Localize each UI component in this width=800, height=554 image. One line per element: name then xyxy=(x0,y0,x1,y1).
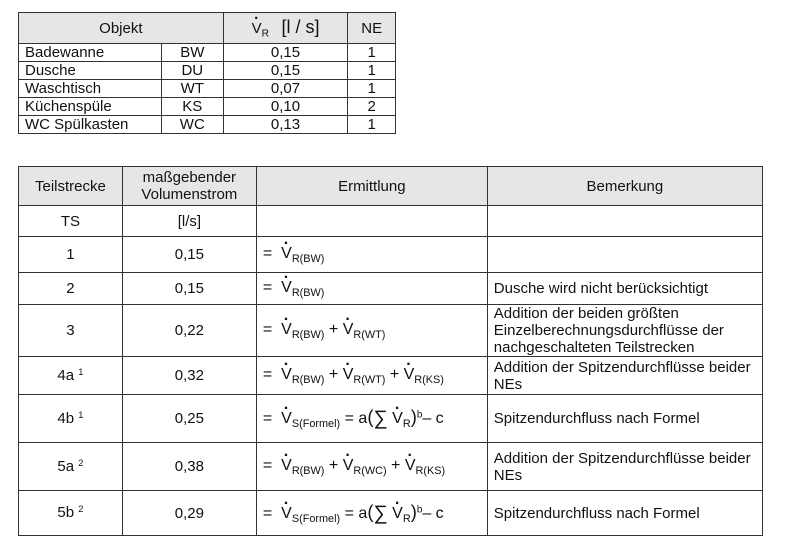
exponent-b: b xyxy=(416,504,423,516)
header-bemerkung: Bemerkung xyxy=(487,167,762,206)
fixture-name: Badewanne xyxy=(19,44,162,62)
fixture-abbr: WC xyxy=(161,116,223,134)
segment-flow-value: 0,29 xyxy=(122,491,256,536)
plus-sign: + xyxy=(328,320,339,338)
segment-formula xyxy=(256,395,487,443)
flow-symbol: · V xyxy=(405,457,416,475)
segment-flow-value: 0,32 xyxy=(122,357,256,395)
fixture-name: Küchenspüle xyxy=(19,98,162,116)
fixture-name: WC Spülkasten xyxy=(19,116,162,134)
flow-subscript: R(WT) xyxy=(353,328,386,341)
fixture-name: Dusche xyxy=(19,62,162,80)
segment-formula xyxy=(256,273,487,305)
equals-sign: = xyxy=(262,504,273,522)
segment-note: Spitzendurchfluss nach Formel xyxy=(487,491,762,536)
segment-note: Addition der Spitzendurchflüsse beider NEs xyxy=(487,443,762,491)
header-volumenstrom-line1: maßgebender xyxy=(142,169,237,186)
flow-symbol: · V xyxy=(281,245,292,263)
segment-id-label: 4a xyxy=(57,367,75,385)
header-teilstrecke: Teilstrecke xyxy=(19,167,123,206)
paren-close: ) xyxy=(410,406,417,428)
segment-rows xyxy=(19,237,763,536)
segment-formula xyxy=(256,357,487,395)
flow-subscript: R xyxy=(402,418,411,430)
segment-id xyxy=(19,395,123,443)
equals-sign: = xyxy=(262,365,273,383)
flow-subscript: R(BW) xyxy=(291,373,325,386)
plus-sign: + xyxy=(391,456,401,474)
segment-table xyxy=(18,166,763,536)
equals-sign: = xyxy=(262,410,273,428)
segment-note: Addition der Spitzendurchflüsse beider NEs xyxy=(487,357,762,395)
segment-note xyxy=(487,237,762,273)
segment-row xyxy=(19,491,763,536)
fixture-row xyxy=(19,62,396,80)
exponent-b: b xyxy=(416,409,423,421)
vr-unit: [l / s] xyxy=(281,16,320,37)
paren-open: ( xyxy=(367,500,374,522)
segment-id xyxy=(19,443,123,491)
segment-id-label: 5b xyxy=(57,504,75,522)
segment-row xyxy=(19,273,763,305)
coef-c: c xyxy=(435,504,444,522)
paren-open: ( xyxy=(367,406,374,428)
segment-formula xyxy=(256,443,487,491)
flow-subscript: S(Formel) xyxy=(291,512,341,525)
vr-subscript: R xyxy=(261,28,269,40)
flow-symbol: · V xyxy=(392,505,403,523)
header-ermittlung: Ermittlung xyxy=(256,167,487,206)
equals-sign: = xyxy=(262,320,273,338)
segment-id-label: 1 xyxy=(66,246,75,263)
segment-id-label: 3 xyxy=(66,322,75,339)
header-volumenstrom-line2: Volumenstrom xyxy=(141,186,238,203)
segment-flow-value: 0,15 xyxy=(122,237,256,273)
segment-note: Dusche wird nicht berücksichtigt xyxy=(487,273,762,305)
segment-id-label: 4b xyxy=(57,410,75,428)
header-ne: NE xyxy=(348,13,396,44)
flow-symbol: · V xyxy=(281,321,292,339)
unit-ts: TS xyxy=(19,206,123,237)
unit-empty xyxy=(256,206,487,237)
fixture-table-header xyxy=(19,13,396,44)
fixture-ne: 1 xyxy=(348,44,396,62)
flow-symbol: · V xyxy=(281,457,292,475)
segment-note: Addition der beiden größten Einzelberechnungsdurchflüsse der nachgeschalteten Teilstrecken xyxy=(487,305,762,357)
equals-sign: = xyxy=(262,456,273,474)
segment-formula xyxy=(256,305,487,357)
segment-id-label: 2 xyxy=(66,280,75,297)
header-volumenstrom xyxy=(122,167,256,206)
equals-sign: = xyxy=(262,244,273,262)
fixture-row xyxy=(19,44,396,62)
fixture-table xyxy=(18,12,396,134)
coef-a: a xyxy=(358,410,368,428)
flow-symbol: · V xyxy=(281,366,292,384)
segment-row xyxy=(19,357,763,395)
segment-table-header xyxy=(19,167,763,206)
segment-footnote: 2 xyxy=(78,504,84,515)
plus-sign: + xyxy=(328,365,339,383)
fixture-abbr: DU xyxy=(161,62,223,80)
segment-id xyxy=(19,491,123,536)
equals-sign: = xyxy=(344,410,354,428)
coef-c: c xyxy=(435,410,444,428)
unit-empty xyxy=(487,206,762,237)
segment-flow-value: 0,25 xyxy=(122,395,256,443)
fixture-vr: 0,15 xyxy=(223,44,348,62)
flow-symbol: · V xyxy=(404,366,415,384)
segment-flow-value: 0,38 xyxy=(122,443,256,491)
segment-footnote: 1 xyxy=(78,366,84,377)
flow-symbol: · V xyxy=(281,505,292,523)
equals-sign: = xyxy=(344,504,354,522)
segment-id xyxy=(19,237,123,273)
segment-row xyxy=(19,237,763,273)
flow-subscript: S(Formel) xyxy=(291,418,341,430)
flow-symbol: · V xyxy=(281,279,292,297)
fixture-vr: 0,13 xyxy=(223,116,348,134)
segment-formula xyxy=(256,491,487,536)
fixture-vr: 0,15 xyxy=(223,62,348,80)
fixture-ne: 1 xyxy=(348,116,396,134)
equals-sign: = xyxy=(262,278,273,296)
flow-subscript: R(WT) xyxy=(353,373,386,386)
fixture-vr: 0,07 xyxy=(223,80,348,98)
flow-subscript: R(BW) xyxy=(291,286,325,299)
sum-icon: ∑ xyxy=(373,407,388,430)
segment-note: Spitzendurchfluss nach Formel xyxy=(487,395,762,443)
segment-row xyxy=(19,395,763,443)
flow-subscript: R(BW) xyxy=(291,464,325,477)
segment-row xyxy=(19,443,763,491)
fixture-row xyxy=(19,116,396,134)
segment-id xyxy=(19,305,123,357)
fixture-abbr: BW xyxy=(161,44,223,62)
fixture-row xyxy=(19,98,396,116)
flow-subscript: R(BW) xyxy=(291,328,325,341)
minus-sign: – xyxy=(422,410,436,428)
unit-value: [l/s] xyxy=(122,206,256,237)
segment-footnote: 1 xyxy=(78,409,84,420)
fixture-ne: 2 xyxy=(348,98,396,116)
segment-formula xyxy=(256,237,487,273)
header-objekt: Objekt xyxy=(19,13,224,44)
coef-a: a xyxy=(358,504,368,522)
unit-row xyxy=(19,206,763,237)
segment-row xyxy=(19,305,763,357)
vr-symbol: · V xyxy=(252,20,262,37)
fixture-ne: 1 xyxy=(348,80,396,98)
segment-id-label: 5a xyxy=(57,458,75,476)
plus-sign: + xyxy=(328,456,339,474)
sum-icon: ∑ xyxy=(373,502,388,525)
minus-sign: – xyxy=(422,504,436,522)
fixture-row xyxy=(19,80,396,98)
paren-close: ) xyxy=(410,500,417,522)
flow-symbol: · V xyxy=(392,410,403,428)
segment-footnote: 2 xyxy=(78,457,84,468)
fixture-abbr: WT xyxy=(161,80,223,98)
flow-subscript: R(KS) xyxy=(415,464,446,477)
header-vr xyxy=(223,13,348,44)
segment-flow-value: 0,15 xyxy=(122,273,256,305)
segment-id xyxy=(19,273,123,305)
flow-symbol: · V xyxy=(343,321,354,339)
flow-subscript: R(WC) xyxy=(353,464,387,477)
fixture-name: Waschtisch xyxy=(19,80,162,98)
flow-symbol: · V xyxy=(343,457,354,475)
flow-symbol: · V xyxy=(281,410,292,428)
plus-sign: + xyxy=(389,365,400,383)
flow-symbol: · V xyxy=(343,366,354,384)
segment-flow-value: 0,22 xyxy=(122,305,256,357)
fixture-ne: 1 xyxy=(348,62,396,80)
fixture-vr: 0,10 xyxy=(223,98,348,116)
flow-subscript: R(KS) xyxy=(414,373,444,386)
flow-subscript: R xyxy=(402,512,411,525)
fixture-abbr: KS xyxy=(161,98,223,116)
segment-id xyxy=(19,357,123,395)
flow-subscript: R(BW) xyxy=(291,252,325,265)
